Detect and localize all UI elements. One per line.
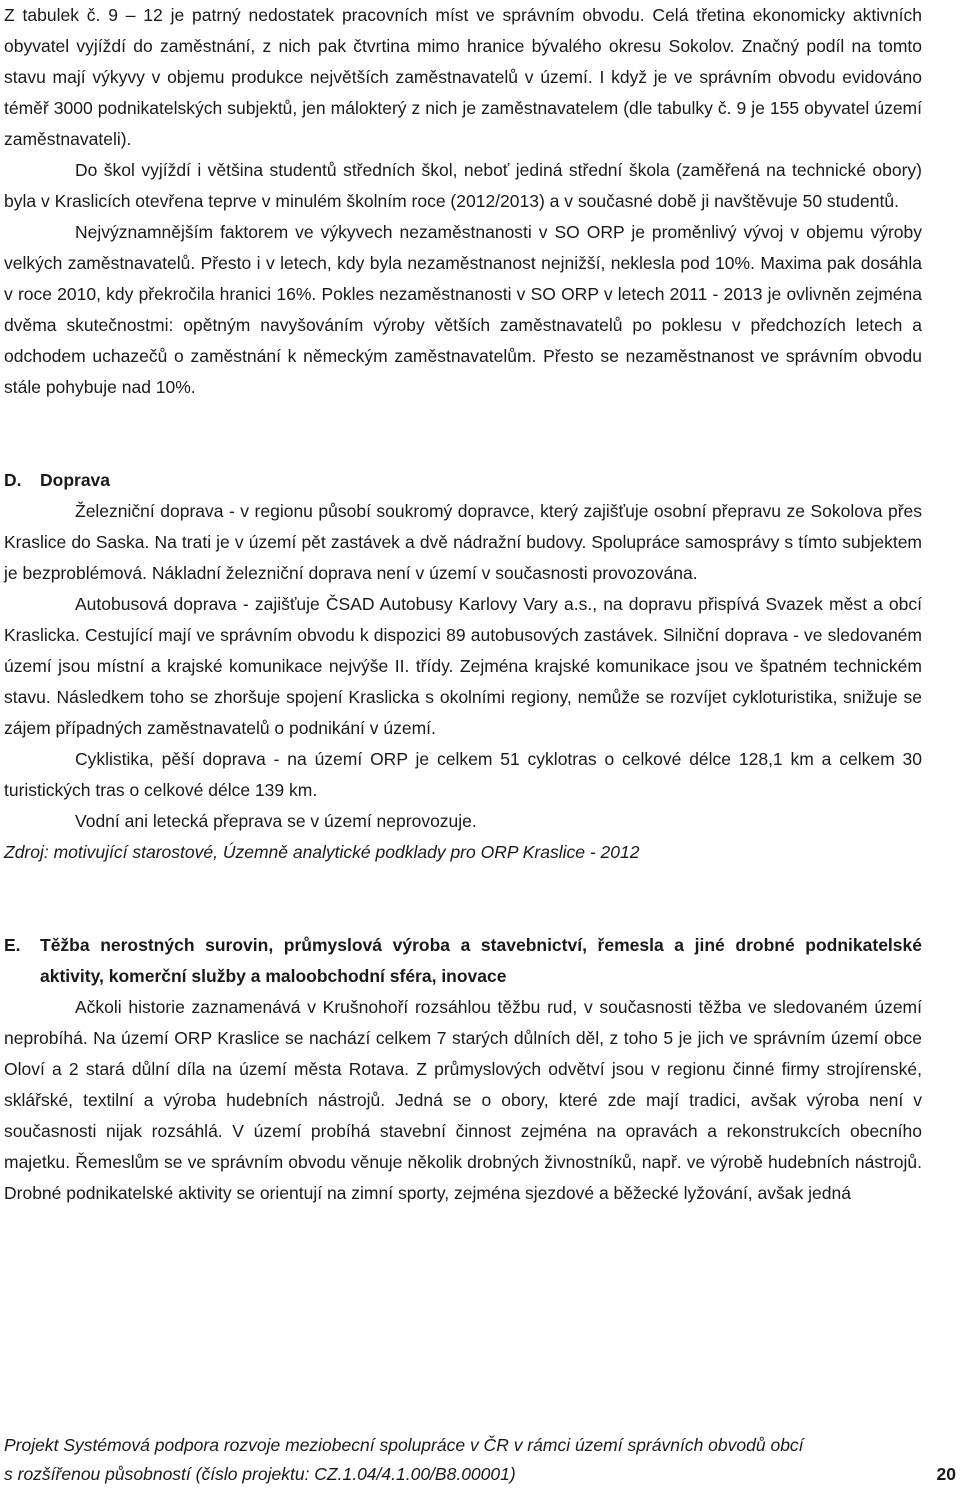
section-d-title: Doprava xyxy=(40,470,111,490)
section-e-letter: E. xyxy=(4,935,21,955)
section-e-title: Těžba nerostných surovin, průmyslová výroba a stavebnictví, řemesla a jiné drobné podnikatelské aktivity, komerční služby a maloobchodní sféra, inovace xyxy=(40,935,922,986)
page-footer xyxy=(4,1431,956,1489)
page-number: 20 xyxy=(936,1464,956,1484)
footer-project-line-2: s rozšířenou působností (číslo projektu: CZ.1.04/4.1.00/B8.00001) xyxy=(4,1464,516,1484)
paragraph-vodni-doprava: Vodní ani letecká přeprava se v území neprovozuje. xyxy=(75,811,477,831)
paragraph-nezamestnanost: Nejvýznamnějším faktorem ve výkyvech nezaměstnanosti v SO ORP je proměnlivý vývoj v objemu výroby velkých zaměstnavatelů. Přesto i v letech, kdy byla nezaměstnanost nejnižší, neklesla pod 10%. Maxima pak dosáhla v roce 2010, kdy překročila hranici 16%. Pokles nezaměstnanosti v SO ORP v letech 2011 - 2013 je ovlivněn zejména dvěma skutečnostmi: opětným navyšováním výroby větších zaměstnavatelů po poklesu v předchozích letech a odchodem uchazečů o zaměstnání k německým zaměstnavatelům. Přesto se nezaměstnanost ve správním obvodu stále pohybuje nad 10%. xyxy=(4,222,922,397)
paragraph-zeleznicni-doprava: Železniční doprava - v regionu působí soukromý dopravce, který zajišťuje osobní přepravu ze Sokolova přes Kraslice do Saska. Na trati je v území pět zastávek a dvě nádražní budovy. Spolupráce samosprávy s tímto subjektem je bezproblémová. Nákladní železniční doprava není v území v současnosti provozována. xyxy=(4,501,922,583)
paragraph-cyklistika: Cyklistika, pěší doprava - na území ORP je celkem 51 cyklotras o celkové délce 128,1 km a celkem 30 turistických tras o celkové délce 139 km. xyxy=(4,749,922,800)
section-d-letter: D. xyxy=(4,470,22,490)
paragraph-autobusova-doprava: Autobusová doprava - zajišťuje ČSAD Autobusy Karlovy Vary a.s., na dopravu přispívá Svazek měst a obcí Kraslicka. Cestující mají ve správním obvodu k dispozici 89 autobusových zastávek. Silniční doprava - ve sledovaném území jsou místní a krajské komunikace nejvýše II. třídy. Zejména krajské komunikace jsou ve špatném technickém stavu. Následkem toho se zhoršuje spojení Kraslicka s okolními regiony, nemůže se rozvíjet cykloturistika, snižuje se zájem případných zaměstnavatelů o podnikání v území. xyxy=(4,594,922,738)
paragraph-skoly: Do škol vyjíždí i většina studentů středních škol, neboť jediná střední škola (zaměřená na technické obory) byla v Kraslicích otevřena teprve v minulém školním roce (2012/2013) a v současné době ji navštěvuje 50 studentů. xyxy=(4,160,922,211)
footer-project-line-1: Projekt Systémová podpora rozvoje meziobecní spolupráce v ČR v rámci území správních obvodů obcí xyxy=(4,1435,804,1455)
paragraph-tabulky: Z tabulek č. 9 – 12 je patrný nedostatek pracovních míst ve správním obvodu. Celá třetina ekonomicky aktivních obyvatel vyjíždí do zaměstnání, z nich pak čtvrtina mimo hranice bývalého okresu Sokolov. Značný podíl na tomto stavu mají výkyvy v objemu produkce největších zaměstnavatelů v území. I když je ve správním obvodu evidováno téměř 3000 podnikatelských subjektů, jen málokterý z nich je zaměstnavatelem (dle tabulky č. 9 je 155 obyvatel území zaměstnavateli). xyxy=(4,5,922,149)
section-d-heading xyxy=(4,465,922,496)
page-content xyxy=(4,0,922,1209)
paragraph-tezba: Ačkoli historie zaznamenává v Krušnohoří rozsáhlou těžbu rud, v současnosti těžba ve sledovaném území neprobíhá. Na území ORP Kraslice se nachází celkem 7 starých důlních děl, z toho 5 je jich ve správním území obce Oloví a 2 stará důlní díla na území města Rotava. Z průmyslových odvětví jsou v regionu činné firmy strojírenské, sklářské, textilní a výroba hudebních nástrojů. Jedná se o obory, které zde mají tradici, avšak výroba není v současnosti nijak rozsáhlá. V území probíhá stavební činnost zejména na opravách a rekonstrukcích obecního majetku. Řemeslům se ve správním obvodu věnuje několik drobných živnostníků, např. ve výrobě hudebních nástrojů. Drobné podnikatelské aktivity se orientují na zimní sporty, zejména sjezdové a běžecké lyžování, avšak jedná xyxy=(4,997,922,1203)
source-note: Zdroj: motivující starostové, Územně analytické podklady pro ORP Kraslice - 2012 xyxy=(4,842,640,862)
section-e-heading xyxy=(4,930,922,992)
